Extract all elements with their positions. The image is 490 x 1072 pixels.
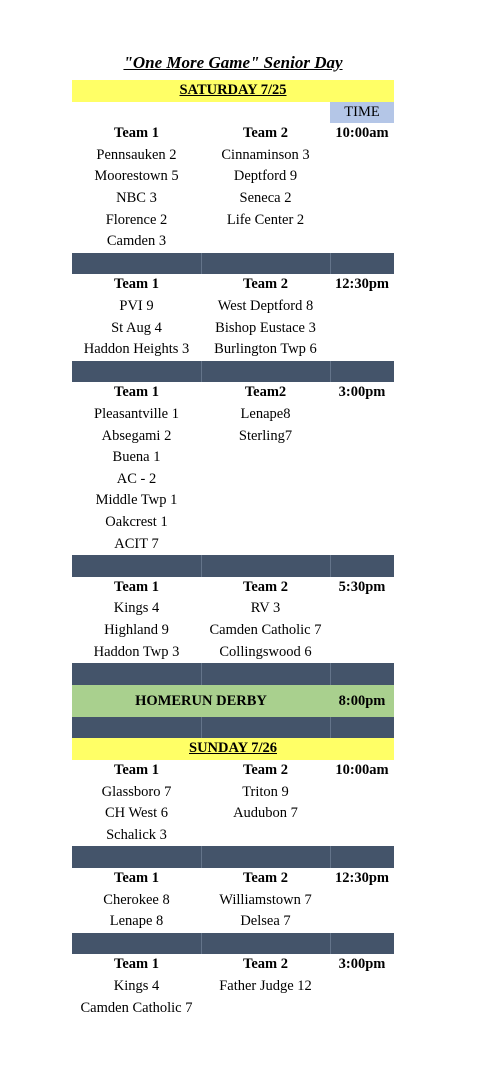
game-row xyxy=(72,231,394,253)
special-event-time: 8:00pm xyxy=(338,692,386,709)
time-column-header: TIME xyxy=(330,102,394,124)
team1-cell: Schalick 3 xyxy=(106,826,167,843)
team1-cell: Highland 9 xyxy=(104,622,169,638)
game-row xyxy=(72,890,394,912)
team2-cell: Cinnaminson 3 xyxy=(221,146,310,163)
team1-cell: Kings 4 xyxy=(113,600,160,617)
team2-cell: Sterling7 xyxy=(238,427,293,444)
game-row xyxy=(72,339,394,361)
team2-cell xyxy=(201,998,330,1020)
team2-cell: Bishop Eustace 3 xyxy=(215,319,316,336)
team2-cell xyxy=(201,469,330,491)
team1-cell: Pleasantville 1 xyxy=(94,406,179,422)
session-time: 12:30pm xyxy=(335,276,389,293)
day-label: SATURDAY 7/25 xyxy=(179,82,287,98)
game-row xyxy=(72,404,394,426)
session-time: 10:00am xyxy=(335,762,389,778)
team2-header: Team 2 xyxy=(243,956,288,973)
game-row xyxy=(72,318,394,340)
team1-cell: Absegami 2 xyxy=(101,427,172,444)
team2-cell: Triton 9 xyxy=(242,783,289,800)
separator-row xyxy=(72,846,394,868)
team1-header: Team 1 xyxy=(114,956,159,973)
game-row xyxy=(72,534,394,556)
team1-cell: Camden 3 xyxy=(106,233,167,250)
team2-cell xyxy=(201,231,330,253)
separator-divider xyxy=(201,663,202,685)
team1-cell: Camden Catholic 7 xyxy=(80,999,193,1016)
team2-cell: Lenape8 xyxy=(240,406,291,422)
separator-row xyxy=(72,555,394,577)
team2-cell: Camden Catholic 7 xyxy=(209,622,322,638)
session-time: 10:00am xyxy=(335,125,389,142)
team2-cell xyxy=(201,490,330,512)
team2-cell: West Deptford 8 xyxy=(217,298,314,314)
team2-cell xyxy=(201,825,330,847)
separator-row xyxy=(72,933,394,955)
session-time: 3:00pm xyxy=(338,956,386,973)
game-row xyxy=(72,490,394,512)
game-row xyxy=(72,782,394,804)
game-row xyxy=(72,512,394,534)
team2-cell xyxy=(201,512,330,534)
separator-divider xyxy=(201,361,202,383)
team1-cell: Haddon Twp 3 xyxy=(93,643,180,660)
session-header-row xyxy=(72,274,394,296)
team1-cell: Kings 4 xyxy=(113,978,160,994)
game-row xyxy=(72,188,394,210)
game-row xyxy=(72,447,394,469)
game-row xyxy=(72,296,394,318)
team2-cell: Seneca 2 xyxy=(239,190,292,206)
team2-cell: Audubon 7 xyxy=(233,805,298,822)
team1-cell: ACIT 7 xyxy=(114,535,159,552)
separator-divider xyxy=(330,253,331,275)
team1-cell: Oakcrest 1 xyxy=(105,514,168,530)
separator-divider xyxy=(201,717,202,739)
special-event-label: HOMERUN DERBY xyxy=(135,692,267,709)
session-time: 12:30pm xyxy=(335,870,389,886)
team2-header: Team 2 xyxy=(243,125,288,142)
game-row xyxy=(72,803,394,825)
session-header-row xyxy=(72,382,394,404)
separator-divider xyxy=(330,717,331,739)
game-row xyxy=(72,469,394,491)
team1-cell: St Aug 4 xyxy=(111,319,162,336)
separator-row xyxy=(72,717,394,739)
session-time: 3:00pm xyxy=(338,384,386,401)
game-row xyxy=(72,145,394,167)
game-row xyxy=(72,642,394,664)
game-row xyxy=(72,825,394,847)
team1-cell: CH West 6 xyxy=(104,805,168,822)
team1-header: Team 1 xyxy=(114,125,159,142)
team1-cell: Middle Twp 1 xyxy=(95,492,178,509)
team2-header: Team2 xyxy=(244,384,287,401)
separator-row xyxy=(72,361,394,383)
day-label: SUNDAY 7/26 xyxy=(189,740,277,757)
team1-header: Team 1 xyxy=(114,578,159,595)
team2-header: Team 2 xyxy=(243,276,288,293)
separator-divider xyxy=(201,555,202,577)
time-header-row xyxy=(72,102,394,124)
team1-cell: Cherokee 8 xyxy=(103,891,170,908)
team2-header: Team 2 xyxy=(243,762,288,778)
separator-row xyxy=(72,663,394,685)
separator-divider xyxy=(201,846,202,868)
separator-divider xyxy=(330,555,331,577)
session-header-row xyxy=(72,760,394,782)
separator-divider xyxy=(330,663,331,685)
team1-cell: Florence 2 xyxy=(105,211,168,228)
page-title: "One More Game" Senior Day xyxy=(123,53,343,72)
team1-cell: Pennsauken 2 xyxy=(96,146,177,163)
separator-row xyxy=(72,253,394,275)
separator-divider xyxy=(330,933,331,955)
team1-cell: AC - 2 xyxy=(116,470,157,487)
session-header-row xyxy=(72,577,394,599)
game-row xyxy=(72,911,394,933)
team2-cell: Life Center 2 xyxy=(226,211,305,228)
team2-cell: Delsea 7 xyxy=(240,913,291,930)
team1-header: Team 1 xyxy=(114,384,159,401)
team1-cell: Glassboro 7 xyxy=(101,783,172,800)
team2-cell xyxy=(201,447,330,469)
team1-cell: Moorestown 5 xyxy=(94,168,179,185)
separator-divider xyxy=(330,846,331,868)
team1-cell: PVI 9 xyxy=(119,298,154,314)
team1-cell: Buena 1 xyxy=(112,449,161,466)
game-row xyxy=(72,210,394,232)
team2-cell: Collingswood 6 xyxy=(219,643,312,660)
team1-cell: Haddon Heights 3 xyxy=(83,341,190,358)
team2-cell: RV 3 xyxy=(250,600,281,617)
separator-divider xyxy=(330,361,331,383)
session-header-row xyxy=(72,868,394,890)
session-header-row xyxy=(72,123,394,145)
team2-cell: Williamstown 7 xyxy=(219,891,312,908)
team1-cell: NBC 3 xyxy=(116,190,157,206)
game-row xyxy=(72,620,394,642)
session-time: 5:30pm xyxy=(338,578,386,595)
session-header-row xyxy=(72,954,394,976)
team2-cell: Burlington Twp 6 xyxy=(214,341,317,358)
team2-header: Team 2 xyxy=(243,578,288,595)
special-event-row xyxy=(72,685,394,717)
team1-header: Team 1 xyxy=(114,276,159,293)
game-row xyxy=(72,166,394,188)
team2-cell: Deptford 9 xyxy=(233,168,298,185)
team1-cell: Lenape 8 xyxy=(109,913,164,930)
game-row xyxy=(72,426,394,448)
game-row xyxy=(72,998,394,1020)
team2-cell: Father Judge 12 xyxy=(219,978,312,994)
team1-header: Team 1 xyxy=(114,762,159,778)
game-row xyxy=(72,976,394,998)
day-banner xyxy=(72,738,394,760)
separator-divider xyxy=(201,933,202,955)
team1-header: Team 1 xyxy=(114,870,159,886)
separator-divider xyxy=(201,253,202,275)
game-row xyxy=(72,598,394,620)
day-banner xyxy=(72,80,394,102)
team2-cell xyxy=(201,534,330,556)
team2-header: Team 2 xyxy=(243,870,288,886)
